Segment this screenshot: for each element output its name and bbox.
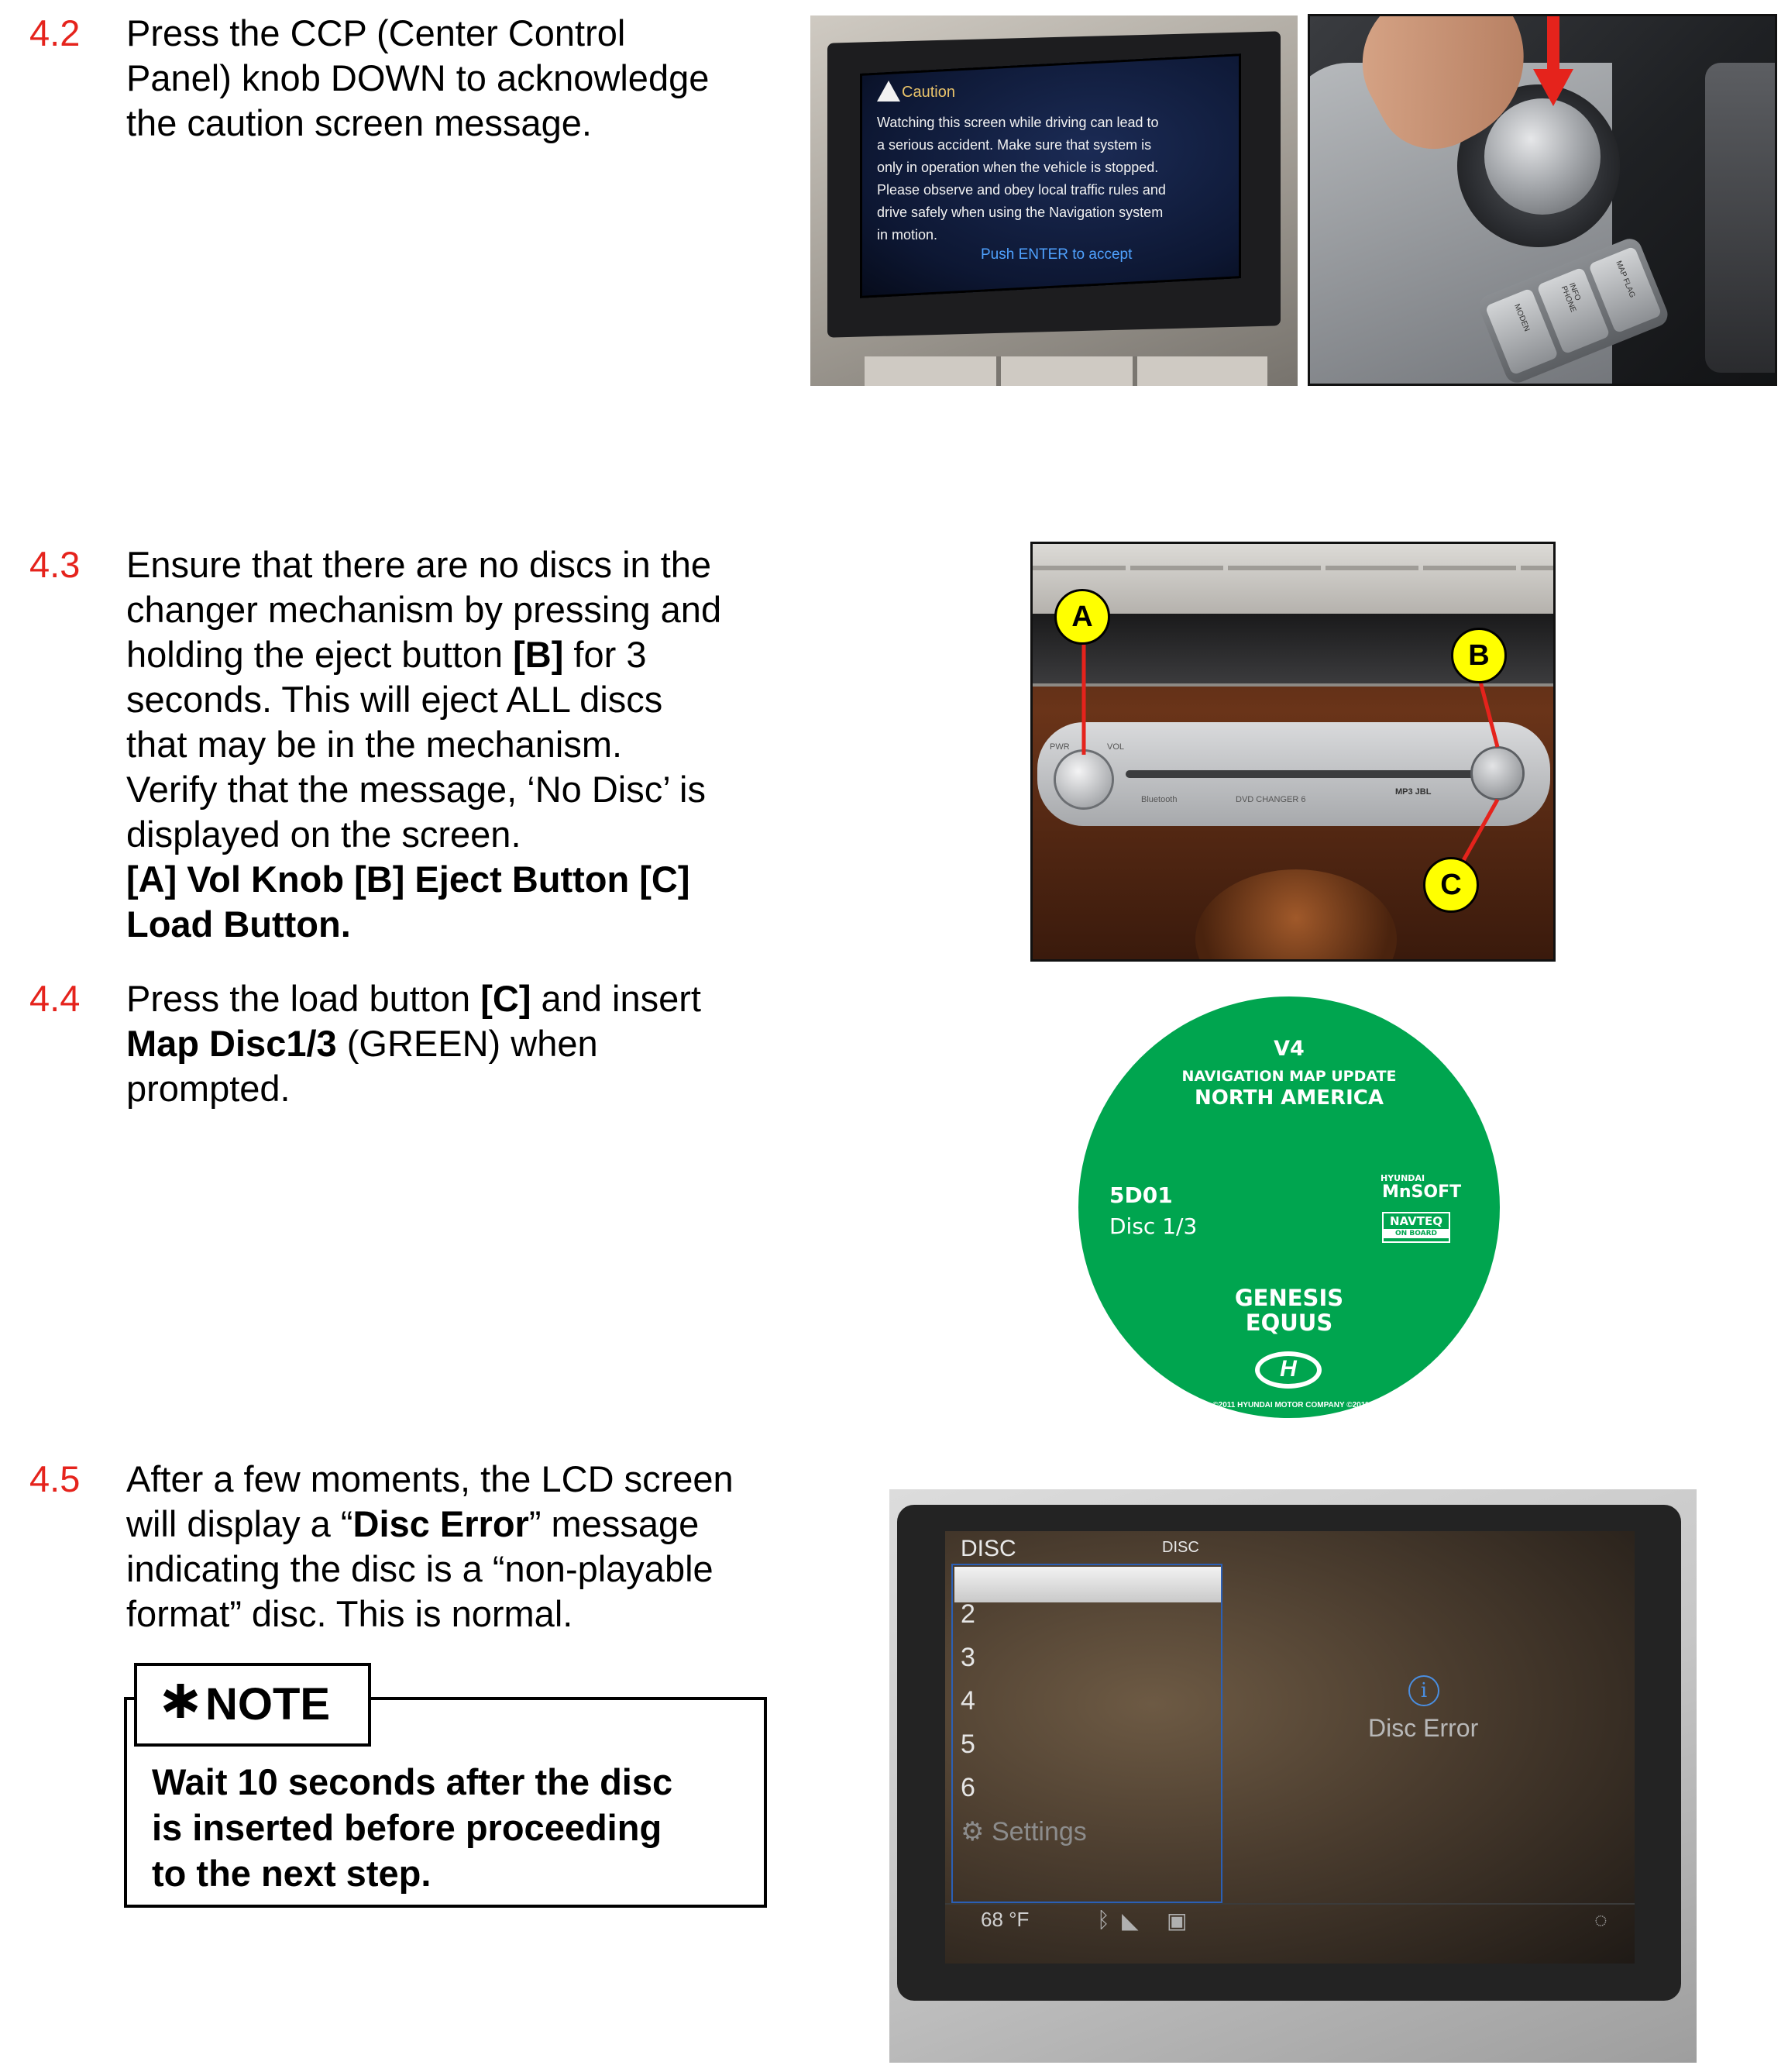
- list-item: 5: [961, 1730, 975, 1759]
- compass-icon: ◌: [1594, 1908, 1607, 1932]
- step-text: Press the load button [C] and insert Map Disc1/3 (GREEN) when prompted.: [126, 978, 701, 1109]
- push-enter-prompt: Push ENTER to accept: [981, 246, 1133, 263]
- disc-model-1: GENESIS: [1234, 1285, 1344, 1311]
- hyundai-logo: H: [1255, 1351, 1322, 1389]
- arrow-head: [1533, 69, 1573, 106]
- disc-header: DISC: [961, 1536, 1016, 1561]
- ccp-key: INFO PHONE: [1536, 267, 1610, 355]
- ccp-key: MODEN: [1485, 287, 1559, 375]
- bluetooth-icon: ᛒ: [1097, 1908, 1110, 1932]
- caution-title: Caution: [902, 84, 955, 101]
- ccp-knob-photo: [1308, 14, 1777, 386]
- ccp-key: MAP FLAG: [1588, 246, 1662, 334]
- maker-logo: MnSOFT: [1382, 1182, 1462, 1202]
- disc-error-photo: [889, 1489, 1697, 2063]
- status-bar: [945, 1903, 1635, 1940]
- label-a: A: [1054, 589, 1110, 645]
- settings-item: ⚙ Settings: [961, 1817, 1087, 1847]
- disc-header-2: DISC: [1162, 1539, 1199, 1556]
- mute-icon: ◣: [1122, 1909, 1139, 1933]
- disc-number: Disc 1/3: [1109, 1213, 1198, 1239]
- disc-subtitle: NAVIGATION MAP UPDATE: [1181, 1068, 1397, 1085]
- list-item: 6: [961, 1773, 975, 1802]
- step-number: 4.2: [29, 12, 81, 53]
- down-arrow-icon: [1547, 16, 1559, 71]
- step-text: After a few moments, the LCD screen will display a “Disc Error” message indicating the disc is a “non-playable format” disc. This is normal.: [126, 1458, 734, 1634]
- navteq-logo: NAVTEQ ON BOARD: [1382, 1212, 1450, 1243]
- note-title: NOTE: [205, 1679, 331, 1730]
- disc-code: 5D01: [1109, 1182, 1173, 1208]
- maker-small: HYUNDAI: [1381, 1173, 1425, 1183]
- label-c: C: [1423, 857, 1479, 913]
- caution-screen-photo: [810, 15, 1298, 386]
- disc-version: V4: [1274, 1037, 1305, 1061]
- label-leader-lines: [1033, 544, 1556, 962]
- list-item: 4: [961, 1686, 975, 1716]
- track-list: [951, 1564, 1222, 1903]
- asterisk-icon: [161, 1681, 200, 1720]
- warning-icon: [877, 81, 900, 102]
- list-item: 2: [961, 1599, 975, 1629]
- vehicle-icon: ▣: [1167, 1909, 1188, 1933]
- step-number: 4.4: [29, 978, 81, 1019]
- screen-buttons-strip: [865, 356, 1267, 386]
- dash-changer-photo: PWR VOL Bluetooth DVD CHANGER 6 MP3 JBL A B C: [1030, 542, 1556, 962]
- disc-region: NORTH AMERICA: [1195, 1086, 1384, 1110]
- selected-item: [954, 1567, 1221, 1602]
- step-text: Press the CCP (Center Control Panel) knob DOWN to acknowledge the caution screen message.: [126, 12, 710, 143]
- step-number: 4.5: [29, 1458, 81, 1499]
- disc-error-message: Disc Error: [1368, 1714, 1479, 1742]
- caution-body: Watching this screen while driving can lead to a serious accident. Make sure that system is only in operation when the vehicle is stopped. Please observe and obey local traffic rules and drive safely when using the Navigation system in motion.: [877, 115, 1166, 243]
- temperature: 68 °F: [981, 1908, 1030, 1931]
- list-item: 3: [961, 1643, 975, 1672]
- step-text: Ensure that there are no discs in the changer mechanism by pressing and holding the eject button [B] for 3 seconds. This will eject ALL discs that may be in the mechanism. Verify that the message, ‘No Disc’ is displayed on the screen. [A] Vol Knob [B] Eject Button [C] Load Button.: [126, 544, 722, 945]
- map-disc: [1078, 996, 1500, 1418]
- step-number: 4.3: [29, 544, 81, 585]
- note-body: Wait 10 seconds after the disc is inserted before proceeding to the next step.: [152, 1761, 673, 1894]
- label-b: B: [1451, 628, 1507, 683]
- gear-selector: [1705, 63, 1777, 373]
- gear-icon: ⚙: [961, 1817, 992, 1847]
- disc-rim-text: ©2011 HYUNDAI MNSOFT INC. ©2011 HYUNDAI MOTOR COMPANY ©2011 NAVTEQ All Rights Reserved.: [1098, 1401, 1480, 1409]
- disc-model-2: EQUUS: [1245, 1310, 1333, 1336]
- info-icon: i: [1408, 1675, 1439, 1706]
- ccp-knob: [1484, 98, 1601, 215]
